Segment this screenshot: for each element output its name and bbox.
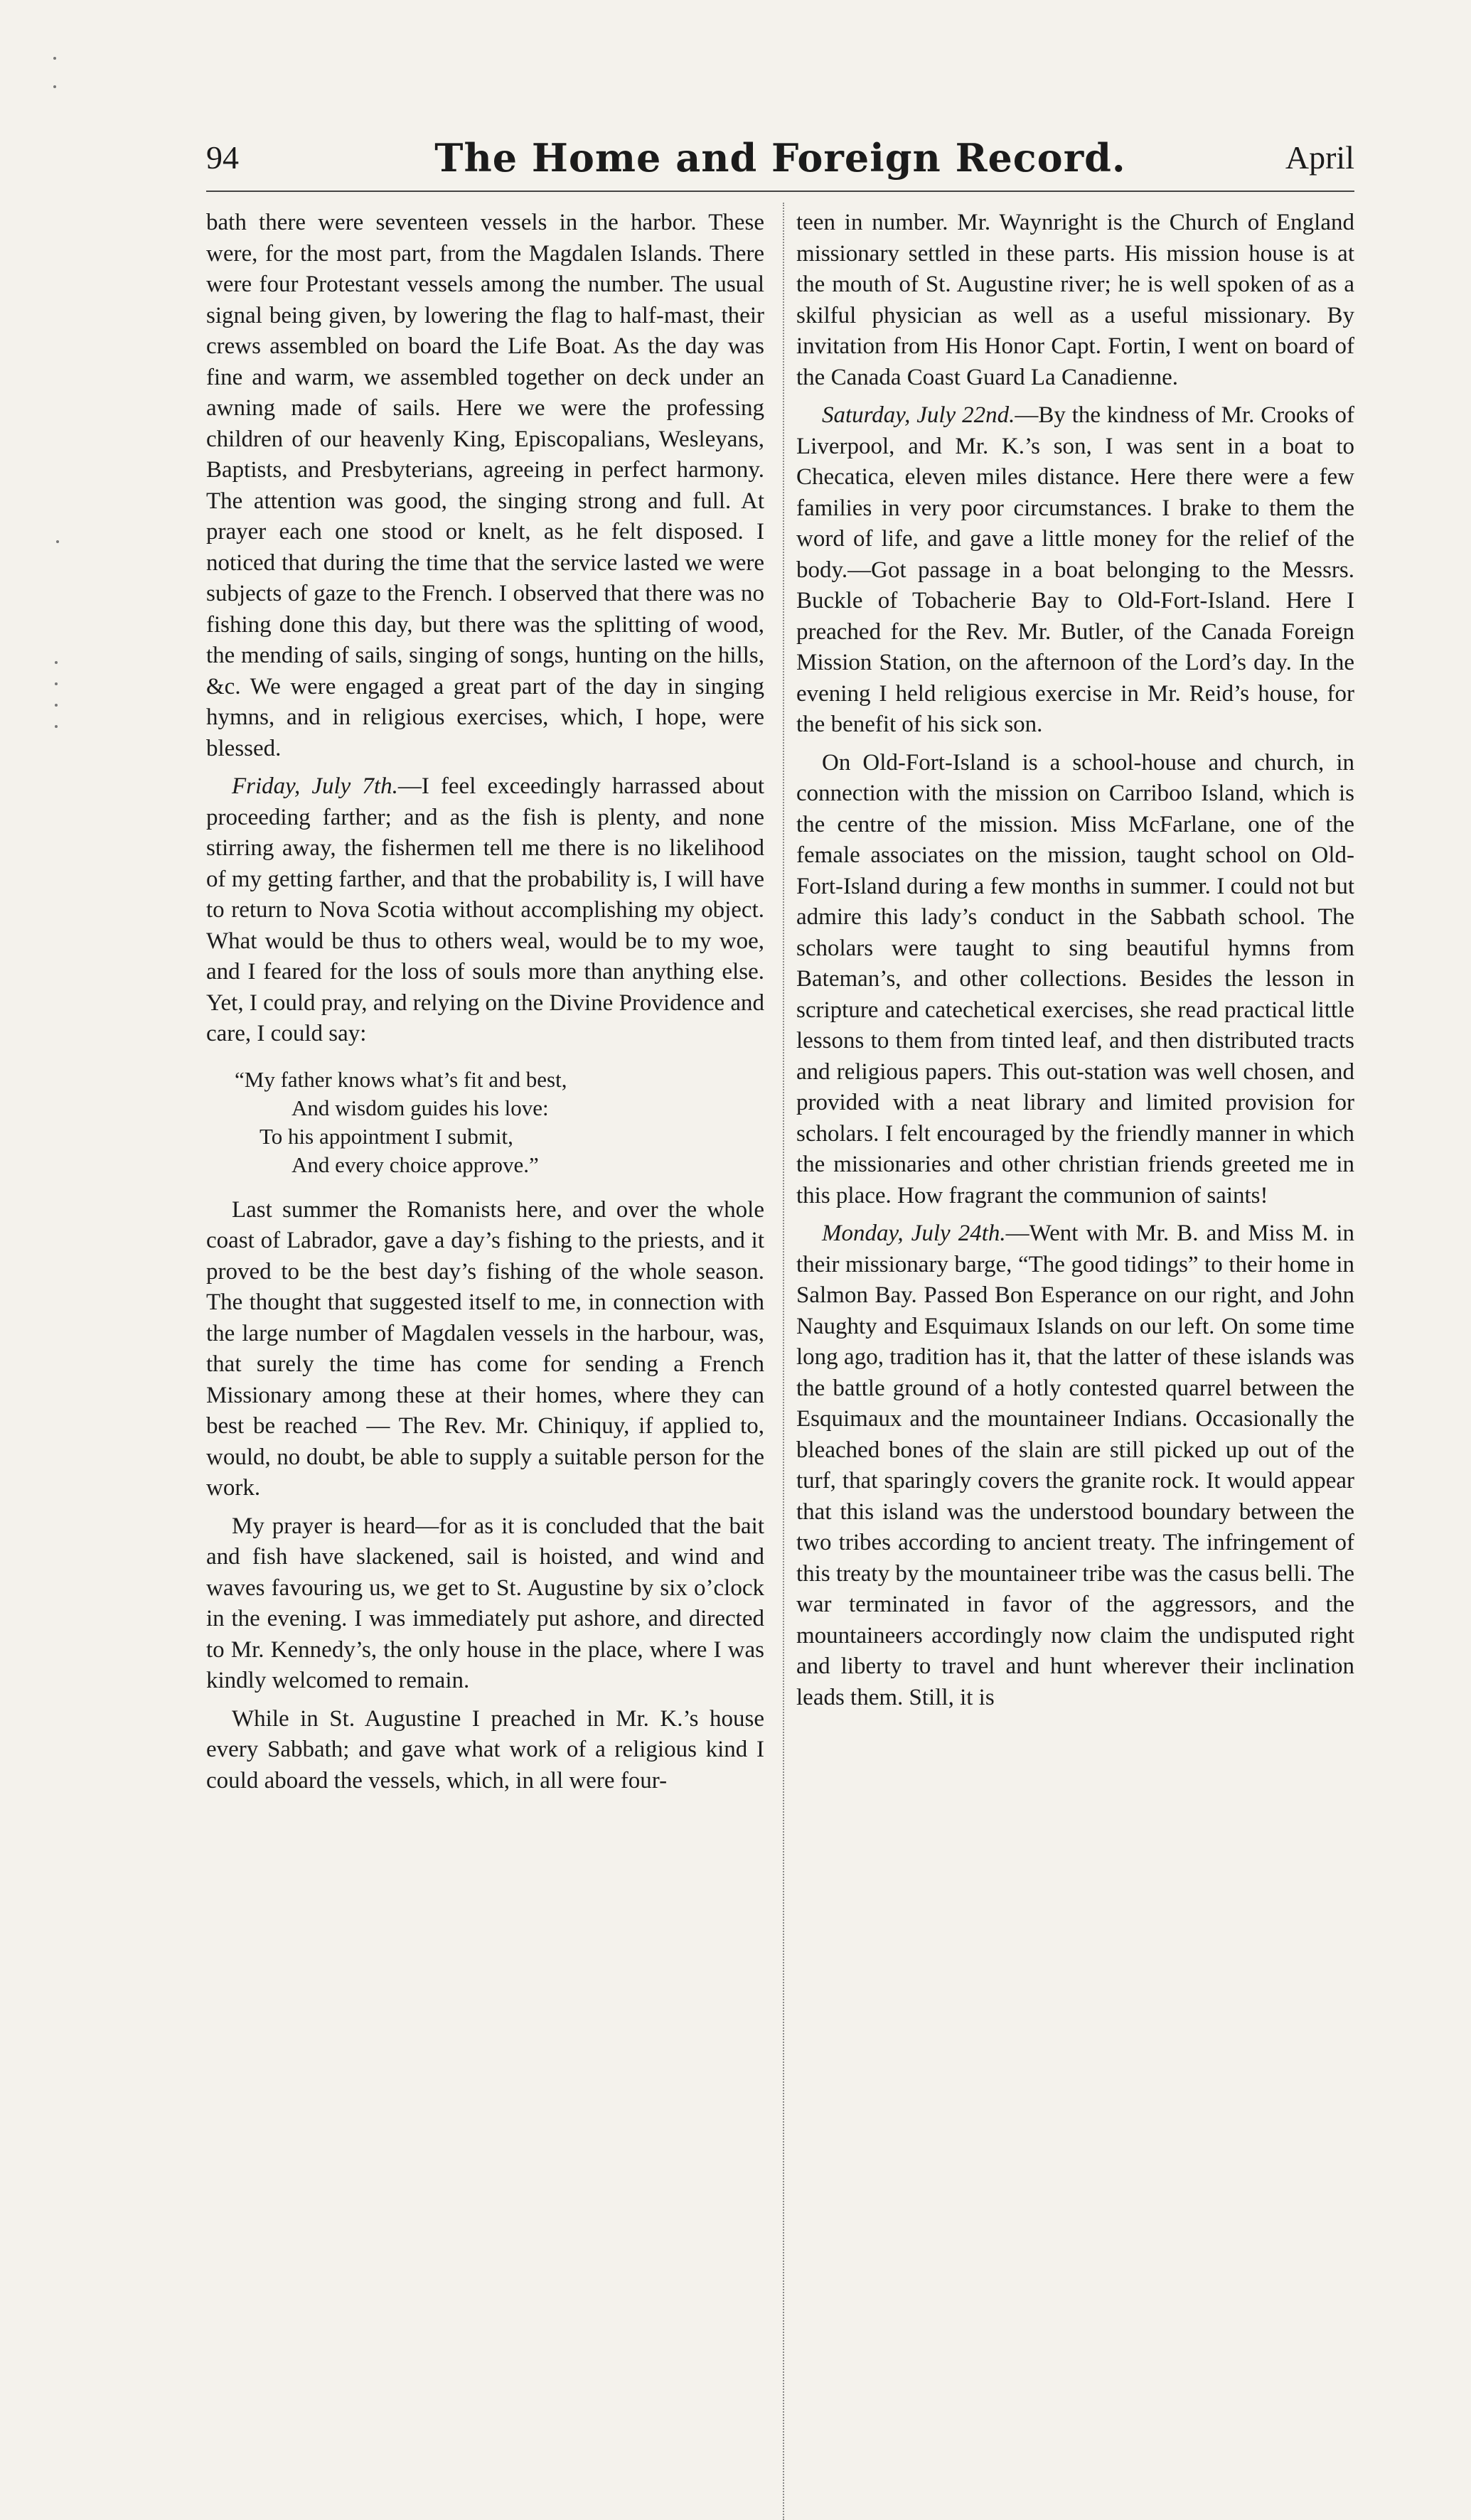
hymn-line: And every choice approve.” [291, 1152, 539, 1177]
left-column [206, 208, 764, 1803]
date-lead: Friday, July 7th. [232, 773, 398, 799]
hymn-line: To his appointment I submit, [260, 1123, 513, 1149]
paragraph: Last summer the Romanists here, and over the whole coast of Labrador, gave a day’s fishing to the priests, and it proved to be the best day’s fishing of the whole season. The thought that suggested itself to me, in connection with the large number of Magdalen vessels in the harbour, was, that surely the time has come for sending a French Missionary among these at their homes, where they can best be reached — The Rev. Mr. Chiniquy, if applied to, would, no doubt, be able to supply a suitable person for the work. [206, 1196, 764, 1501]
margin-marks [39, 43, 60, 2175]
paragraph: While in St. Augustine I preached in Mr. K.’s house every Sabbath; and gave what work of a religious kind I could aboard the vessels, which, in all were four- [206, 1705, 764, 1794]
hymn-line: And wisdom guides his love: [291, 1095, 549, 1120]
paragraph: teen in number. Mr. Waynright is the Church of England missionary settled in these parts. His mission house is at the mouth of St. Augustine river; he is well spoken of as a skilful physician as well as a useful missionary. By invitation from His Honor Capt. Fortin, I went on board of the Canada Coast Guard La Canadienne. [796, 210, 1354, 390]
paragraph: Monday, July 24th.—Went with Mr. B. and Miss M. in their missionary barge, “The good tidings” to their home in Salmon Bay. Passed Bon Esperance on our right, and John Naughty and Esquimaux Islands on our left. On some time long ago, tradition has it, that the latter of these islands was the battle ground of a hotly contested quarrel between the Esquimaux and the mountaineer Indians. Occasionally the bleached bones of the slain are still picked up out of the turf, that sparingly covers the granite rock. It would appear that this island was the understood boundary between the two tribes according to ancient treaty. The infringement of this treaty by the mountaineer tribe was the casus belli. The war terminated in favor of the aggressors, and the mountaineers accordingly now claim the undisputed right and liberty to travel and hunt wherever their inclination leads them. Still, it is [796, 1221, 1354, 1710]
header-rule [206, 191, 1354, 192]
page-number: 94 [206, 139, 239, 176]
paragraph: Saturday, July 22nd.—By the kindness of Mr. Crooks of Liverpool, and Mr. K.’s son, I was sent in a boat to Checatica, eleven miles distance. Here there were a few families in very poor circumstances. I brake to them the word of life, and gave a little money for the relief of the body.—Got passage in a boat belonging to the Messrs. Buckle of Tobacherie Bay to Old-Fort-Island. Here I preached for the Rev. Mr. Butler, of the Canada Foreign Mission Station, on the afternoon of the Lord’s day. In the evening I held religious exercise in Mr. Reid’s house, for the benefit of his sick son. [796, 402, 1354, 737]
column-divider [783, 203, 784, 2520]
paragraph: bath there were seventeen vessels in the harbor. These were, for the most part, from the Magdalen Islands. There were four Protestant vessels among the number. The usual signal being given, by lowering the flag to half-mast, their crews assembled on board the Life Boat. As the day was fine and warm, we assembled together on deck under an awning made of sails. Here we were the professing children of our heavenly King, Episcopalians, Wesleyans, Baptists, and Presbyterians, agreeing in perfect harmony. The attention was good, the singing strong and full. At prayer each one stood or knelt, as he felt disposed. I noticed that during the time that the service lasted we were subjects of gaze to the French. I observed that there was no fishing done this day, but there was the splitting of wood, the mending of sails, singing of songs, hunting on the hills, &c. We were engaged a great part of the day in singing hymns, and in religious exercises, which, I hope, were blessed. [206, 210, 764, 761]
page-header [206, 129, 1354, 186]
issue-month: April [1285, 139, 1354, 176]
right-column [796, 208, 1354, 1720]
date-lead: Saturday, July 22nd. [822, 402, 1015, 428]
paragraph: My prayer is heard—for as it is concluded that the bait and fish have slackened, sail is hoisted, and wind and waves favouring us, we get to St. Augustine by six o’clock in the evening. I was immediately put ashore, and directed to Mr. Kennedy’s, the only house in the place, where I was kindly welcomed to remain. [206, 1513, 764, 1693]
hymn-quote [206, 1066, 764, 1179]
paragraph: Friday, July 7th.—I feel exceedingly harrassed about proceeding farther; and as the fish is plenty, and none stirring away, the fishermen tell me there is no likelihood of my getting farther, and that the probability is, I will have to return to Nova Scotia without accomplishing my object. What would be thus to others weal, would be to my woe, and I feared for the loss of souls more than anything else. Yet, I could pray, and relying on the Divine Providence and care, I could say: [206, 773, 764, 1046]
date-lead: Monday, July 24th. [822, 1221, 1006, 1246]
journal-title: The Home and Foreign Record. [434, 135, 1126, 181]
paragraph: On Old-Fort-Island is a school-house and church, in connection with the mission on Carriboo Island, which is the centre of the mission. Miss McFarlane, one of the female associates on the mission, taught school on Old-Fort-Island during a few months in summer. I could not but admire this lady’s conduct in the Sabbath school. The scholars were taught to sing beautiful hymns from Bateman’s, and other collections. Besides the lesson in scripture and catechetical exercises, she read practical little lessons to them from tinted leaf, and then distributed tracts and religious papers. This out-station was well chosen, and provided with a neat library and limited provision for scholars. I felt encouraged by the friendly manner in which the missionaries and other christian friends greeted me in this place. How fragrant the communion of saints! [796, 749, 1354, 1208]
hymn-line: “My father knows what’s fit and best, [235, 1066, 567, 1092]
